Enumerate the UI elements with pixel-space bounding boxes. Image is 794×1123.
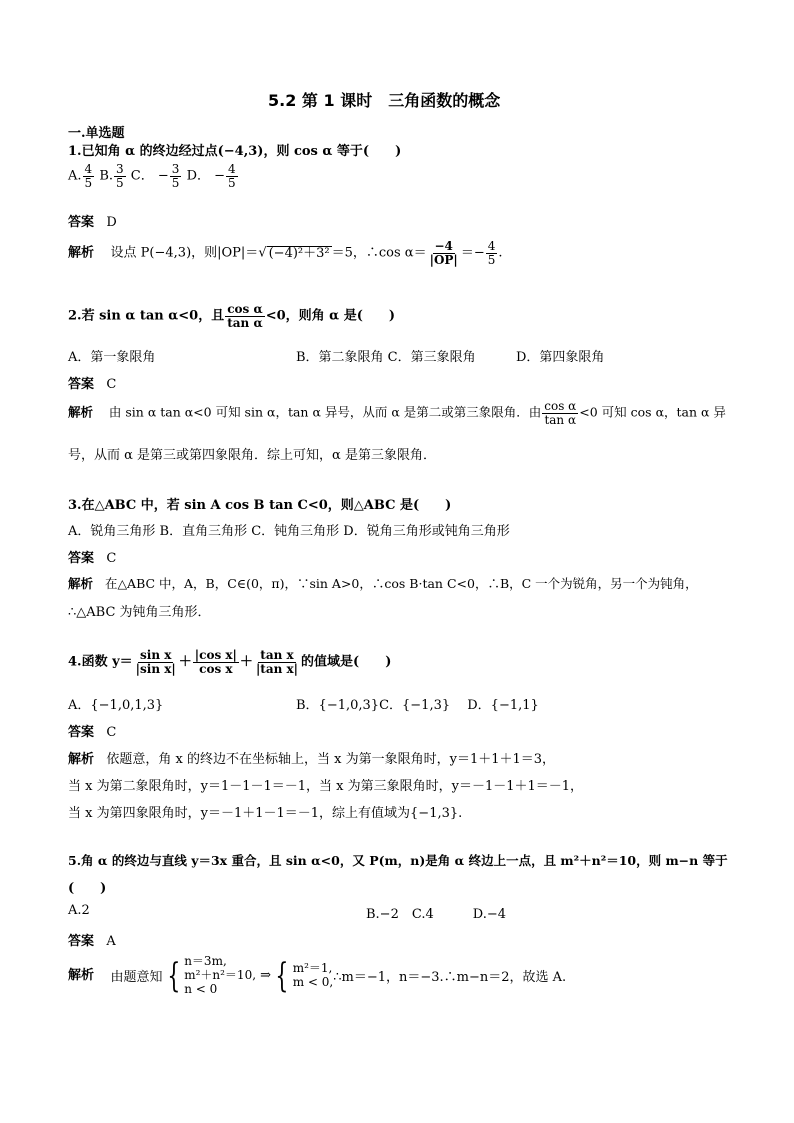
q1-answer-value: D — [106, 215, 117, 230]
q3-answer: 答案 C — [68, 551, 117, 566]
q5-stem: 5.角 α 的终边与直线 y＝3x 重合，且 sin α<0，又 P(m，n)是角 α 终边上一点，且 m²＋n²＝10，则 m−n 等于 — [68, 853, 728, 868]
q1-opt-a-frac: $\frac{4}{5}$ — [84, 162, 93, 190]
q3-answer-value: C — [106, 551, 117, 566]
q2-analysis-cont: 号，从而 α 是第三或第四象限角．综上可知，α 是第三象限角． — [68, 448, 436, 463]
analysis-label: 解析 — [68, 245, 95, 261]
q4-stem: 4.函数 y＝ $\frac{\text{sin x}}{\text{|sin x|}}$ ＋ $\frac{\text{|cos x|}}{\text{cos x}}$ ＋ $\frac{\text{tan x}}{\text{|tan x|}}$ 的值域是( ) — [68, 648, 392, 676]
q1-opt-d-label: D． — [186, 168, 210, 184]
q1-answer — [68, 211, 117, 230]
q2-opt-bc: B．第二象限角 C．第三象限角 — [296, 350, 476, 365]
q5-answer-value: A — [106, 934, 116, 949]
q4-opt-a: A．{−1,0,1,3} — [68, 698, 164, 713]
answer-label: 答案 — [68, 215, 95, 230]
sqrt-sign: √ — [258, 245, 267, 261]
q2-opt-d: D．第四象限角 — [516, 350, 605, 365]
q2-frac: $\frac{\text{cos α}}{\text{tan α}}$ — [227, 302, 263, 330]
q4-analysis: 解析 依题意，角 x 的终边不在坐标轴上，当 x 为第一象限角时，y＝1＋1＋1＝3， — [68, 752, 556, 767]
q1-opt-b-frac: $\frac{3}{5}$ — [116, 162, 124, 190]
q4-answer-value: C — [106, 725, 117, 740]
q5-answer: 答案 A — [68, 934, 116, 949]
q5-system-2: m²＝1, m < 0, — [292, 960, 334, 989]
q3-stem: 3.在△ABC 中，若 sin A cos B tan C<0，则△ABC 是( ) — [68, 498, 452, 513]
q1-opt-c-frac: $\frac{3}{5}$ — [171, 162, 180, 190]
page-title: 5.2 第 1 课时 三角函数的概念 — [268, 91, 501, 110]
q5-analysis: 解析 由题意知 { n＝3m, m²＋n²＝10, n < 0 ⇒ { m²＝1, m < 0, ∴m＝−1，n＝−3.∴m−n＝2，故选 A. — [68, 954, 567, 996]
q4-frac-3: $\frac{\text{tan x}}{\text{|tan x|}}$ — [255, 648, 299, 676]
q2-answer-value: C — [106, 377, 117, 392]
q1-frac-1: $\frac{-4}{|OP|}$ — [429, 239, 458, 267]
q1-opt-a-label: A. — [68, 168, 82, 184]
q4-answer: 答案 C — [68, 725, 117, 740]
q5-stem-cont: ( ) — [68, 881, 107, 896]
q5-opt-bcd: B.−2 C.4 D.−4 — [366, 907, 506, 922]
q3-options: A．锐角三角形 B．直角三角形 C．钝角三角形 D．锐角三角形或钝角三角形 — [68, 524, 510, 539]
q3-analysis: 解析 在△ABC 中，A，B，C∈(0，π)，∵sin A>0，∴cos B·tan C<0，∴B，C 一个为锐角，另一个为钝角， — [68, 576, 698, 591]
section-heading: 一.单选题 — [68, 126, 125, 141]
q1-stem: 1.已知角 α 的终边经过点(−4,3)，则 cos α 等于( ) — [68, 144, 402, 159]
q3-analysis-cont: ∴△ABC 为钝角三角形． — [68, 605, 211, 620]
q1-opt-c-label: C． — [130, 168, 154, 184]
q1-opt-c-neg: − — [157, 168, 169, 184]
q2-analysis-frac: $\frac{\text{cos α}}{\text{tan α}}$ — [544, 399, 577, 427]
q1-frac-2: $\frac{4}{5}$ — [487, 239, 496, 267]
q4-analysis-cont-1: 当 x 为第二象限角时，y＝1－1－1＝－1，当 x 为第三象限角时，y＝－1－1＋1＝－1， — [68, 779, 584, 794]
left-brace-icon: { — [275, 955, 289, 996]
q4-analysis-cont-2: 当 x 为第四象限角时，y＝－1＋1－1＝－1，综上有值域为{−1,3}. — [68, 806, 463, 821]
q5-system-1: n＝3m, m²＋n²＝10, n < 0 — [184, 954, 257, 996]
q4-opt-bcd: B．{−1,0,3}C．{−1,3} D．{−1,1} — [296, 698, 539, 713]
q2-analysis: 解析 由 sin α tan α<0 可知 sin α，tan α 异号，从而 α 是第二或第三象限角．由 $\frac{\text{cos α}}{\text{tan α}}$ <0 可知 cos α，tan α 异 — [68, 399, 726, 427]
q2-stem: 2.若 sin α tan α<0，且 $\frac{\text{cos α}}{\text{tan α}}$ <0，则角 α 是( ) — [68, 302, 395, 330]
q4-frac-1: $\frac{\text{sin x}}{\text{|sin x|}}$ — [135, 648, 176, 676]
q1-opt-b-label: B. — [99, 168, 113, 184]
q1-analysis: 解析 设点 P(−4,3)，则|OP|＝√ (−4)²＋3² ＝5，∴cos α＝ $\frac{-4}{|OP|}$ ＝− $\frac{4}{5}$ . — [68, 239, 503, 267]
q5-opt-a: A.2 — [68, 903, 90, 918]
q2-opt-a: A．第一象限角 — [68, 350, 156, 365]
implies-icon: ⇒ — [260, 968, 272, 984]
q1-opt-d-frac: $\frac{4}{5}$ — [228, 162, 236, 190]
q1-sqrt: (−4)²＋3² — [268, 245, 330, 261]
q4-frac-2: $\frac{\text{|cos x|}}{\text{cos x}}$ — [194, 648, 237, 676]
q2-answer: 答案 C — [68, 377, 117, 392]
q1-options — [68, 163, 239, 189]
left-brace-icon: { — [166, 955, 180, 996]
q1-opt-d-neg: − — [214, 168, 226, 184]
